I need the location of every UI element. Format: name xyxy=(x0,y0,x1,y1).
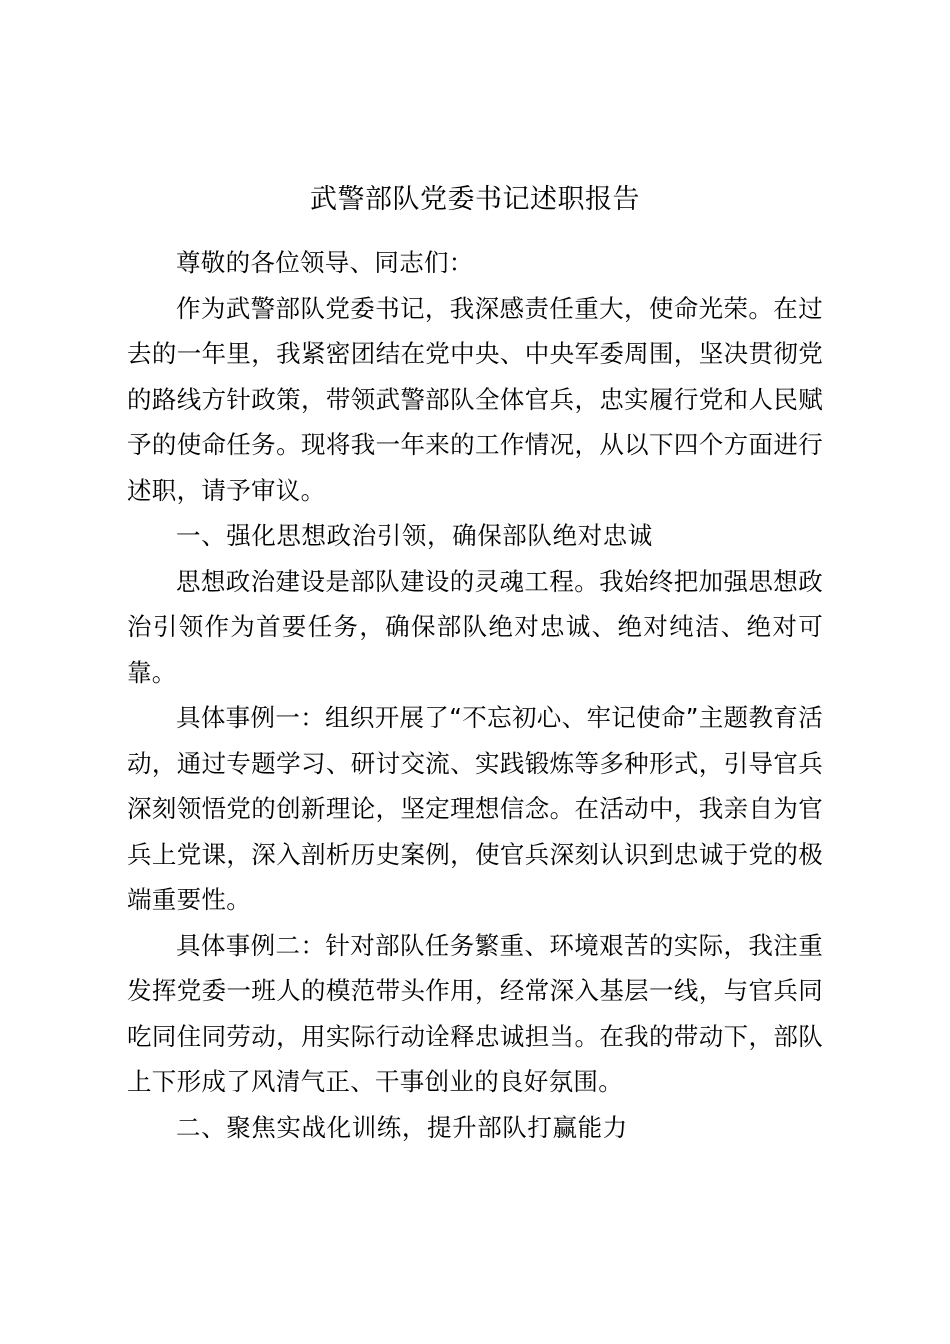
salutation: 尊敬的各位领导、同志们： xyxy=(176,248,474,277)
example-1-paragraph: 具体事例一：组织开展了“不忘初心、牢记使命”主题教育活动，通过专题学习、研讨交流、实践锻炼等多种形式，引导官兵深刻领悟党的创新理论，坚定理想信念。在活动中，我亲自为官兵上党课，深入剖析历史案例，使官兵深刻认识到忠诚于党的极端重要性。 xyxy=(127,703,823,914)
example-2-paragraph: 具体事例二：针对部队任务繁重、环境艰苦的实际，我注重发挥党委一班人的模范带头作用，经常深入基层一线，与官兵同吃同住同劳动，用实际行动诠释忠诚担当。在我的带动下，部队上下形成了风清气正、干事创业的良好氛围。 xyxy=(127,930,823,1096)
section-2-heading: 二、聚焦实战化训练，提升部队打赢能力 xyxy=(176,1112,628,1142)
document-title: 武警部队党委书记述职报告 xyxy=(310,184,640,215)
document-body xyxy=(127,240,823,1150)
section-1-paragraph: 思想政治建设是部队建设的灵魂工程。我始终把加强思想政治引领作为首要任务，确保部队绝对忠诚、绝对纯洁、绝对可靠。 xyxy=(127,566,823,687)
section-1-heading: 一、强化思想政治引领，确保部队绝对忠诚 xyxy=(176,521,653,550)
intro-paragraph: 作为武警部队党委书记，我深感责任重大，使命光荣。在过去的一年里，我紧密团结在党中央、中央军委周围，坚决贯彻党的路线方针政策，带领武警部队全体官兵，忠实履行党和人民赋予的使命任务。现将我一年来的工作情况，从以下四个方面进行述职，请予审议。 xyxy=(127,293,823,505)
